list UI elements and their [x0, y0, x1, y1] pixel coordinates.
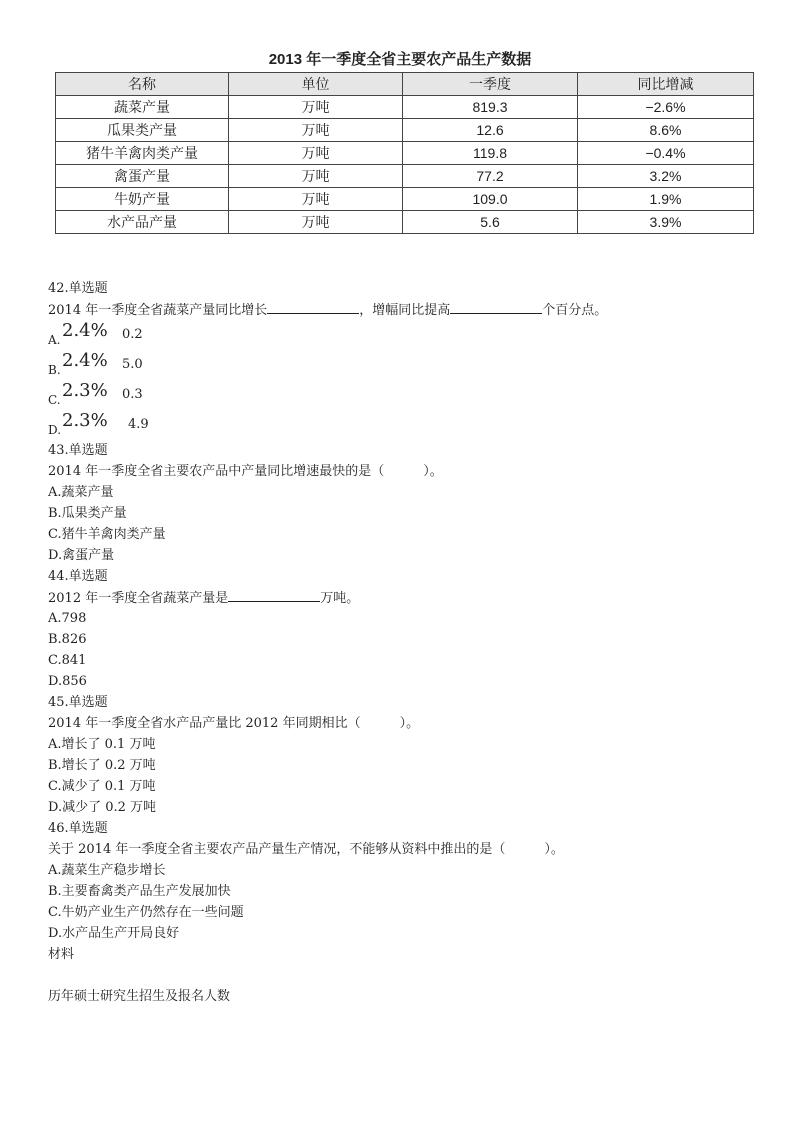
cell-unit: 万吨: [229, 188, 403, 211]
answer-blank: [228, 587, 320, 602]
cell-value: 119.8: [403, 142, 578, 165]
cell-change: 1.9%: [578, 188, 754, 211]
cell-unit: 万吨: [229, 96, 403, 119]
option-c[interactable]: C.841: [48, 653, 87, 668]
question-stem: [48, 299, 768, 320]
table-row: [56, 142, 754, 165]
cell-value: 109.0: [403, 188, 578, 211]
table-row: [56, 211, 754, 234]
answer-blank: [267, 299, 359, 314]
stem-text: ，增幅同比提高: [359, 303, 451, 318]
blank-line: [48, 965, 768, 986]
cell-change: −0.4%: [578, 142, 754, 165]
cell-name: 禽蛋产量: [56, 165, 229, 188]
column-header: 单位: [229, 73, 403, 96]
cell-unit: 万吨: [229, 119, 403, 142]
stem-text: 2012 年一季度全省蔬菜产量是: [48, 591, 229, 606]
option-label: D.: [48, 423, 62, 437]
question-stem: 关于 2014 年一季度全省主要农产品产量生产情况，不能够从资料中推出的是（ ）。: [48, 842, 564, 857]
stem-text: 个百分点。: [542, 303, 608, 318]
option-value-1: 2.4%: [62, 320, 108, 341]
option-c[interactable]: C.猪牛羊禽肉类产量: [48, 527, 166, 542]
table-row: [56, 188, 754, 211]
question-heading: 42.单选题: [48, 281, 108, 296]
option-c[interactable]: C.牛奶产业生产仍然存在一些问题: [48, 905, 244, 920]
option-b[interactable]: B.瓜果类产量: [48, 506, 127, 521]
question-heading: 43.单选题: [48, 443, 108, 458]
cell-unit: 万吨: [229, 142, 403, 165]
data-table: [55, 72, 754, 234]
table-header-row: [56, 73, 754, 96]
option-label: A.: [48, 333, 61, 347]
question-list: [48, 278, 768, 1007]
option-value-2: 0.3: [122, 387, 143, 402]
table-row: [56, 96, 754, 119]
cell-value: 77.2: [403, 165, 578, 188]
option-value-1: 2.4%: [62, 350, 108, 371]
column-header: 同比增减: [578, 73, 754, 96]
option-d[interactable]: [48, 410, 768, 440]
cell-value: 12.6: [403, 119, 578, 142]
question-stem: 2014 年一季度全省主要农产品中产量同比增速最快的是（ ）。: [48, 464, 443, 479]
cell-name: 瓜果类产量: [56, 119, 229, 142]
cell-name: 猪牛羊禽肉类产量: [56, 142, 229, 165]
cell-change: 3.9%: [578, 211, 754, 234]
option-d[interactable]: D.856: [48, 674, 87, 689]
cell-name: 蔬菜产量: [56, 96, 229, 119]
option-b[interactable]: B.826: [48, 632, 87, 647]
next-material-title: 历年硕士研究生招生及报名人数: [48, 989, 231, 1004]
option-b[interactable]: [48, 350, 768, 380]
question-heading: 44.单选题: [48, 569, 108, 584]
table-title: 2013 年一季度全省主要农产品生产数据: [268, 51, 532, 68]
option-d[interactable]: D.减少了 0.2 万吨: [48, 800, 157, 815]
cell-value: 5.6: [403, 211, 578, 234]
column-header: 名称: [56, 73, 229, 96]
option-a[interactable]: A.798: [48, 611, 87, 626]
cell-value: 819.3: [403, 96, 578, 119]
cell-name: 牛奶产量: [56, 188, 229, 211]
stem-text: 2014 年一季度全省蔬菜产量同比增长: [48, 303, 268, 318]
material-label: 材料: [48, 947, 75, 962]
option-a[interactable]: A.蔬菜生产稳步增长: [48, 863, 166, 878]
cell-unit: 万吨: [229, 165, 403, 188]
question-stem: 2014 年一季度全省水产品产量比 2012 年同期相比（ ）。: [48, 716, 420, 731]
option-b[interactable]: B.主要畜禽类产品生产发展加快: [48, 884, 231, 899]
cell-name: 水产品产量: [56, 211, 229, 234]
option-label: B.: [48, 363, 61, 377]
cell-change: 3.2%: [578, 165, 754, 188]
column-header: 一季度: [403, 73, 578, 96]
option-d[interactable]: D.水产品生产开局良好: [48, 926, 180, 941]
cell-change: 8.6%: [578, 119, 754, 142]
option-c[interactable]: [48, 380, 768, 410]
table-row: [56, 165, 754, 188]
option-value-1: 2.3%: [62, 380, 108, 401]
question-stem: [48, 587, 768, 608]
option-a[interactable]: A.蔬菜产量: [48, 485, 114, 500]
question-heading: 46.单选题: [48, 821, 108, 836]
question-heading: 45.单选题: [48, 695, 108, 710]
option-a[interactable]: A.增长了 0.1 万吨: [48, 737, 156, 752]
cell-change: −2.6%: [578, 96, 754, 119]
option-d[interactable]: D.禽蛋产量: [48, 548, 115, 563]
cell-unit: 万吨: [229, 211, 403, 234]
option-value-2: 0.2: [122, 327, 143, 342]
option-value-2: 4.9: [128, 417, 149, 432]
option-value-1: 2.3%: [62, 410, 108, 431]
option-b[interactable]: B.增长了 0.2 万吨: [48, 758, 156, 773]
answer-blank: [450, 299, 542, 314]
option-value-2: 5.0: [122, 357, 143, 372]
option-c[interactable]: C.减少了 0.1 万吨: [48, 779, 156, 794]
option-label: C.: [48, 393, 61, 407]
table-row: [56, 119, 754, 142]
option-a[interactable]: [48, 320, 768, 350]
stem-text: 万吨。: [320, 591, 360, 606]
